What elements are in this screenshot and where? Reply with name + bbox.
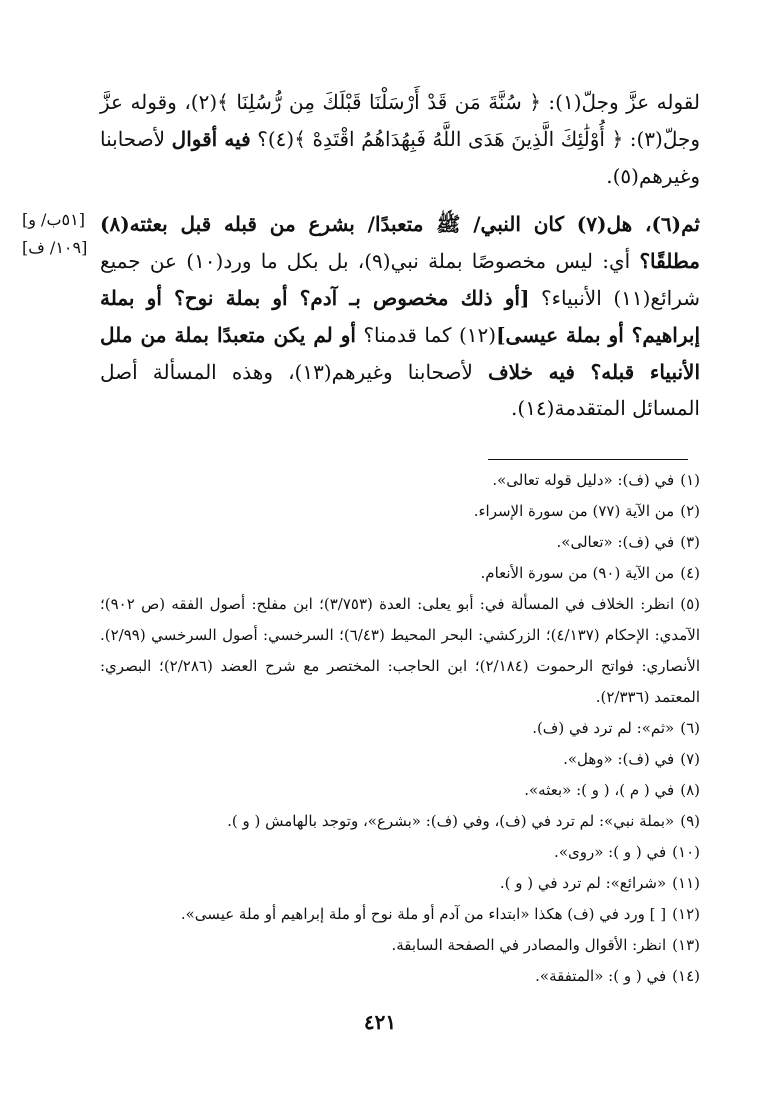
main-text xyxy=(100,84,700,427)
footnote-number: (١٣) xyxy=(672,936,700,954)
margin-manuscript-refs xyxy=(22,206,102,262)
footnote-number: (٥) xyxy=(680,595,700,613)
footnote-number: (٦) xyxy=(680,719,700,737)
footnote-number: (٩) xyxy=(680,812,700,830)
footnote-number: (١٢) xyxy=(672,905,700,923)
footnote-8 xyxy=(100,775,700,806)
footnote-text: في ( م )، ( و ): «بعثه». xyxy=(524,781,675,799)
footnote-2 xyxy=(100,496,700,527)
footnote-11 xyxy=(100,868,700,899)
footnote-text: في (ف): «وهل». xyxy=(563,750,675,768)
footnote-10 xyxy=(100,837,700,868)
p2-text-3: لأصحابنا وغيرهم(١٣)، وهذه المسألة أصل المسائل المتقدمة(١٤). xyxy=(100,359,700,421)
footnote-7 xyxy=(100,744,700,775)
footnote-number: (٤) xyxy=(680,564,700,582)
footnote-number: (١) xyxy=(680,471,700,489)
page-number: ٤٢١ xyxy=(363,1010,397,1034)
p2-bold-2: [أو ذلك مخصوص بـ آدم؟ أو بملة نوح؟ أو بملة إبراهيم؟ أو بملة عيسى] xyxy=(100,285,700,347)
footnote-13 xyxy=(100,930,700,961)
footnote-text: في (ف): «دليل قوله تعالى». xyxy=(492,471,675,489)
footnote-14 xyxy=(100,961,700,992)
footnotes xyxy=(100,465,700,992)
footnote-number: (١١) xyxy=(672,874,700,892)
p2-bold-1: ثم(٦)، هل(٧) كان النبي/ ﷺ متعبدًا/ بشرع من قبله قبل بعثته(٨) مطلقًا؟ xyxy=(100,212,701,274)
p2-text-1: أي: ليس مخصوصًا بملة نبي(٩)، بل بكل ما ورد(١٠) عن جميع شرائع(١١) الأنبياء؟ xyxy=(100,249,700,310)
footnote-4 xyxy=(100,558,700,589)
p2-bold-3: أو لم يكن متعبدًا بملة من ملل الأنبياء قبله؟ فيه خلاف xyxy=(100,322,701,384)
footnote-3 xyxy=(100,527,700,558)
footnote-number: (٧) xyxy=(680,750,700,768)
footnote-separator xyxy=(488,459,688,460)
footnote-1 xyxy=(100,465,700,496)
footnote-number: (٨) xyxy=(680,781,700,799)
footnote-6 xyxy=(100,713,700,744)
footnote-text: في (ف): «تعالى». xyxy=(556,533,675,551)
footnote-text: «بملة نبي»: لم ترد في (ف)، وفي (ف): «بشرع»، وتوجد بالهامش ( و ). xyxy=(227,812,675,830)
margin-ref-2: [١٠٩/ ف] xyxy=(22,238,88,257)
paragraph-2 xyxy=(100,206,700,427)
footnote-text: في ( و ): «روى». xyxy=(554,843,667,861)
p1-text-1: لقوله عزَّ وجلّ(١): ﴿ سُنَّةَ مَن قَدْ أَرْسَلْنَا قَبْلَكَ مِن رُّسُلِنَا ﴾(٢)، وقوله عزَّ وجلّ(٣): ﴿ أُوْلَٰئِكَ الَّذِينَ هَدَى اللَّهُ فَبِهُدَاهُمُ اقْتَدِهْ ﴾(٤)؟ xyxy=(100,90,701,151)
footnote-text: انظر: الأقوال والمصادر في الصفحة السابقة. xyxy=(391,936,667,954)
footnote-text: من الآية (٧٧) من سورة الإسراء. xyxy=(473,502,675,520)
footnote-number: (١٠) xyxy=(672,843,700,861)
p2-text-2: (١٢) كما قدمنا؟ xyxy=(363,322,497,347)
footnote-text: من الآية (٩٠) من سورة الأنعام. xyxy=(480,564,675,582)
margin-ref-1: [٥١ب/ و] xyxy=(22,210,85,229)
footnote-9 xyxy=(100,806,700,837)
footnote-number: (١٤) xyxy=(672,967,700,985)
paragraph-1 xyxy=(100,84,700,194)
footnote-text: «شرائع»: لم ترد في ( و ). xyxy=(499,874,667,892)
footnote-text: «ثم»: لم ترد في (ف). xyxy=(532,719,675,737)
footnote-number: (٣) xyxy=(680,533,700,551)
footnote-text: انظر: الخلاف في المسألة في: أبو يعلى: العدة (٣/٧٥٣)؛ ابن مفلح: أصول الفقه (ص ٩٠٢)؛ الآمدي: الإحكام (٤/١٣٧)؛ الزركشي: البحر المحيط (٦/٤٣)؛ السرخسي: أصول السرخسي (٢/٩٩). الأنصاري: فواتح الرحموت (٢/١٨٤)؛ ابن الحاجب: المختصر مع شرح العضد (٢/٢٨٦)؛ البصري: المعتمد (٢/٣٣٦). xyxy=(100,595,701,706)
footnote-text: [ ] ورد في (ف) هكذا «ابتداء من آدم أو ملة نوح أو ملة إبراهيم أو ملة عيسى». xyxy=(180,905,667,923)
footnote-5 xyxy=(100,589,700,713)
footnote-text: في ( و ): «المتفقة». xyxy=(535,967,667,985)
p1-bold: فيه أقوال xyxy=(171,126,251,151)
footnote-12 xyxy=(100,899,700,930)
p1-text-2: لأصحابنا وغيرهم(٥). xyxy=(100,126,700,188)
footnote-number: (٢) xyxy=(680,502,700,520)
